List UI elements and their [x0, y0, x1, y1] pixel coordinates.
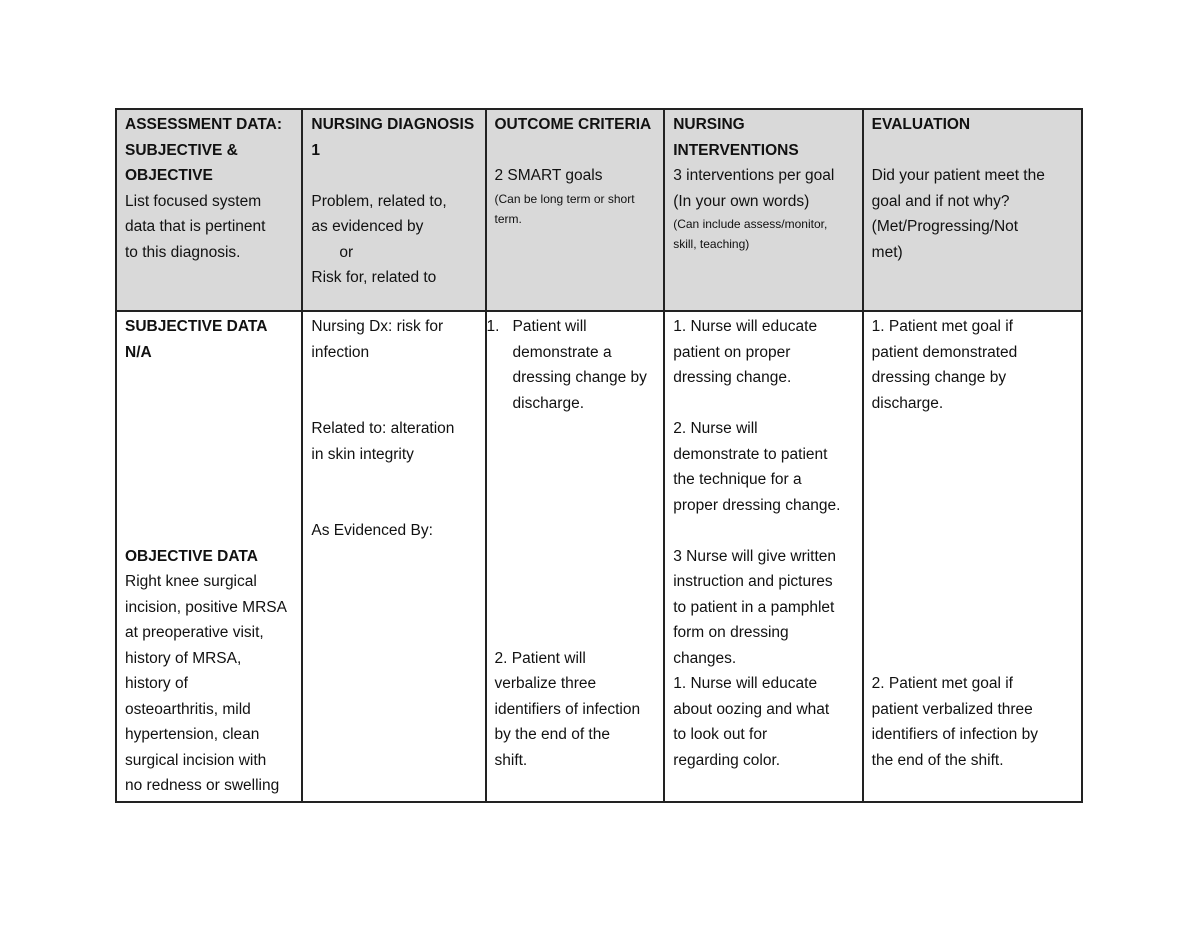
header-title: ASSESSMENT DATA: — [125, 116, 283, 133]
cell-assessment — [116, 311, 302, 802]
content-row — [116, 311, 1082, 802]
evaluation-text: patient verbalized three — [871, 700, 1033, 718]
goal-text: shift. — [494, 751, 528, 769]
header-desc: Problem, related to, — [311, 192, 447, 210]
intervention-text: to patient in a pamphlet — [673, 598, 835, 616]
header-desc: Did your patient meet the — [871, 167, 1045, 184]
header-desc: data that is pertinent — [125, 218, 266, 235]
header-desc: 2 SMART goals — [494, 167, 603, 184]
header-note: (Can include assess/monitor, skill, teaching) — [673, 217, 828, 251]
header-desc: to this diagnosis. — [125, 243, 241, 261]
cell-outcome — [486, 311, 665, 802]
header-title: 1 — [311, 141, 321, 159]
goal-text: demonstrate a — [512, 343, 612, 361]
evidenced-by-text: As Evidenced By: — [311, 522, 433, 539]
header-title: SUBJECTIVE & — [125, 141, 238, 159]
evaluation-text: 1. Patient met goal if — [871, 318, 1013, 335]
intervention-text: demonstrate to patient — [673, 445, 828, 463]
header-title: EVALUATION — [871, 116, 971, 133]
intervention-text: form on dressing — [673, 624, 789, 641]
objective-text: history of MRSA, — [125, 649, 242, 667]
goal-text: 2. Patient will — [494, 649, 586, 667]
intervention-text: regarding color. — [673, 751, 781, 769]
related-to-text: Related to: alteration — [311, 420, 455, 437]
header-desc: Risk for, related to — [311, 269, 437, 286]
evaluation-text: identifiers of infection by — [871, 726, 1038, 743]
cell-evaluation — [863, 311, 1082, 802]
header-desc: goal and if not why? — [871, 192, 1010, 210]
care-plan-table — [115, 108, 1083, 803]
intervention-text: instruction and pictures — [673, 573, 833, 590]
objective-text: no redness or swelling — [125, 777, 280, 794]
goal-text: dressing change by — [512, 369, 647, 386]
evaluation-text: discharge. — [871, 394, 944, 412]
header-desc: met) — [871, 243, 903, 261]
objective-label: OBJECTIVE DATA — [125, 547, 258, 565]
intervention-text: 2. Nurse will — [673, 420, 758, 437]
goal-text: verbalize three — [494, 675, 597, 692]
intervention-text: 1. Nurse will educate — [673, 675, 818, 692]
related-to-text: in skin integrity — [311, 445, 414, 463]
objective-text: Right knee surgical — [125, 573, 257, 590]
objective-text: incision, positive MRSA — [125, 598, 287, 616]
header-title: NURSING DIAGNOSIS — [311, 116, 475, 133]
intervention-text: about oozing and what — [673, 700, 830, 718]
evaluation-text: patient demonstrated — [871, 343, 1018, 361]
diagnosis-text: Nursing Dx: risk for — [311, 318, 444, 335]
header-title: OBJECTIVE — [125, 167, 213, 184]
goal-number: 1. — [486, 318, 500, 335]
evaluation-text: 2. Patient met goal if — [871, 675, 1013, 692]
header-evaluation — [863, 109, 1082, 311]
evaluation-text: the end of the shift. — [871, 751, 1004, 769]
goal-text: discharge. — [512, 394, 585, 412]
header-title: OUTCOME CRITERIA — [494, 116, 652, 133]
diagnosis-text: infection — [311, 343, 370, 361]
evaluation-text: dressing change by — [871, 369, 1007, 386]
header-desc: (In your own words) — [673, 192, 810, 210]
header-note: (Can be long term or short term. — [494, 191, 635, 226]
intervention-text: the technique for a — [673, 471, 802, 488]
objective-text: at preoperative visit, — [125, 624, 264, 641]
intervention-text: to look out for — [673, 726, 768, 743]
intervention-text: changes. — [673, 649, 737, 667]
header-title: INTERVENTIONS — [673, 141, 799, 159]
intervention-text: dressing change. — [673, 369, 792, 386]
header-desc: as evidenced by — [311, 218, 424, 235]
header-desc: List focused system — [125, 192, 262, 210]
header-diagnosis — [302, 109, 485, 311]
subjective-label: SUBJECTIVE DATA — [125, 318, 268, 335]
header-row — [116, 109, 1082, 311]
header-desc: 3 interventions per goal — [673, 167, 835, 184]
goal-text: identifiers of infection — [494, 700, 641, 718]
header-interventions — [664, 109, 862, 311]
cell-diagnosis — [302, 311, 485, 802]
objective-text: surgical incision with — [125, 751, 267, 769]
header-title: NURSING — [673, 116, 745, 133]
objective-text: hypertension, clean — [125, 726, 260, 743]
intervention-text: 3 Nurse will give written — [673, 547, 837, 565]
header-desc: or — [339, 243, 354, 261]
subjective-value: N/A — [125, 343, 152, 361]
cell-interventions — [664, 311, 862, 802]
objective-text: osteoarthritis, mild — [125, 700, 251, 718]
goal-text: by the end of the — [494, 726, 610, 743]
goal-1 — [486, 314, 656, 416]
intervention-text: 1. Nurse will educate — [673, 318, 818, 335]
goal-text: Patient will — [512, 318, 587, 335]
intervention-text: patient on proper — [673, 343, 791, 361]
header-outcome — [486, 109, 665, 311]
intervention-text: proper dressing change. — [673, 496, 841, 514]
header-assessment — [116, 109, 302, 311]
header-desc: (Met/Progressing/Not — [871, 218, 1019, 235]
objective-text: history of — [125, 675, 188, 692]
